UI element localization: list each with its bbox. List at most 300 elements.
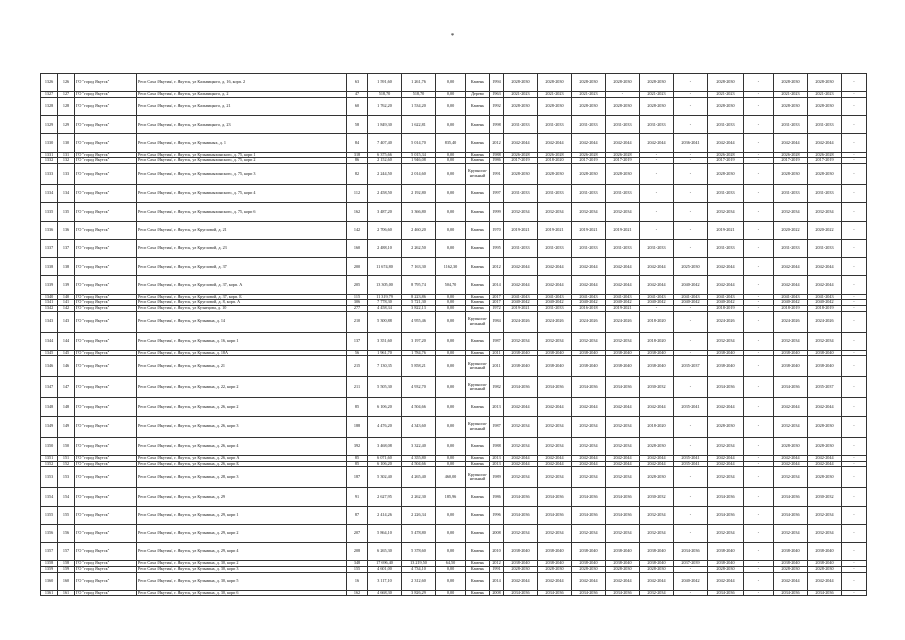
object-id-cell: 134: [58, 184, 75, 202]
work-period-cell: 2042-2044: [640, 276, 674, 294]
work-period-cell: 2032-2034: [774, 332, 808, 350]
work-period-cell: 2032-2034: [538, 416, 572, 437]
address-cell: Респ Саха /Якутия/, г. Якутск, ул Кузьмина, д. 29, корп 1: [137, 506, 347, 524]
work-period-cell: 2034-2036: [606, 488, 640, 506]
work-period-cell: -: [744, 92, 774, 98]
object-id-cell: 153: [58, 467, 75, 488]
object-id-cell: 137: [58, 239, 75, 257]
work-period-cell: -: [744, 152, 774, 158]
work-period-cell: 2019-2021: [504, 305, 538, 311]
wall-material-cell: Камень: [466, 221, 490, 239]
work-period-cell: 2042-2044: [606, 276, 640, 294]
build-year-cell: 1970: [490, 221, 504, 239]
municipality-cell: ГО "город Якутск": [75, 294, 137, 300]
work-period-cell: -: [674, 116, 708, 134]
table-row: [41, 116, 867, 134]
work-period-cell: 2028-2030: [640, 467, 674, 488]
work-period-cell: 2042-2044: [504, 276, 538, 294]
residential-area-cell: 5 015,34: [402, 152, 436, 158]
work-period-cell: 2034-2036: [538, 590, 572, 596]
table-row: [41, 221, 867, 239]
municipality-cell: ГО "город Якутск": [75, 398, 137, 416]
work-period-cell: 2017-2019: [774, 158, 808, 164]
residential-area-cell: 1 946,08: [402, 158, 436, 164]
work-period-cell: 2041-2043: [640, 294, 674, 300]
work-period-cell: 2019-2021: [572, 221, 606, 239]
address-cell: Респ Саха /Якутия/, г. Якутск, ул Кальвицкого, д. 2: [137, 92, 347, 98]
object-id-cell: 155: [58, 506, 75, 524]
table-row: [41, 97, 867, 115]
work-period-cell: -: [744, 561, 774, 567]
work-period-cell: 2038-2040: [538, 561, 572, 567]
residential-area-cell: 7 163,30: [402, 258, 436, 276]
work-period-cell: 2034-2036: [708, 590, 744, 596]
residential-area-cell: 1 622,81: [402, 116, 436, 134]
row-number-cell: 1351: [41, 456, 58, 462]
work-period-cell: 2034-2036: [504, 506, 538, 524]
work-period-cell: 2042-2044: [640, 461, 674, 467]
wall-material-cell: Камень: [466, 332, 490, 350]
residential-area-cell: 5 014,70: [402, 134, 436, 152]
table-row: [41, 134, 867, 152]
residential-area-cell: 1 534,20: [402, 97, 436, 115]
wall-material-cell: Камень: [466, 184, 490, 202]
nonresidential-area-cell: 0,00: [436, 377, 466, 398]
total-area-cell: 2 458,50: [368, 184, 402, 202]
work-period-cell: -: [674, 488, 708, 506]
address-cell: Респ Саха /Якутия/, г. Якутск, ул Кругловой, д. 37: [137, 258, 347, 276]
address-cell: Респ Саха /Якутия/, г. Якутск, ул Кальвицкого, д. 16, корп. 2: [137, 74, 347, 92]
build-year-cell: 2012: [490, 134, 504, 152]
total-area-cell: 5 864,10: [368, 524, 402, 542]
residential-area-cell: 4 343,60: [402, 416, 436, 437]
work-period-cell: 2018-2020: [640, 332, 674, 350]
work-period-cell: 2032-2034: [708, 203, 744, 221]
nonresidential-area-cell: 0,00: [436, 332, 466, 350]
row-number-cell: 1348: [41, 398, 58, 416]
total-area-cell: 1 762,20: [368, 97, 402, 115]
residential-area-cell: 5 378,60: [402, 543, 436, 561]
work-period-cell: 2034-2036: [708, 377, 744, 398]
row-number-cell: 1360: [41, 572, 58, 590]
residential-area-cell: 4 504,66: [402, 461, 436, 467]
residential-area-cell: 2 192,80: [402, 184, 436, 202]
address-cell: Респ Саха /Якутия/, г. Якутск, ул Кузьмина, д. 30, корп 3: [137, 566, 347, 572]
object-id-cell: 156: [58, 524, 75, 542]
wall-material-cell: Камень: [466, 488, 490, 506]
row-number-cell: 1352: [41, 461, 58, 467]
object-id-cell: 152: [58, 461, 75, 467]
work-period-cell: -: [674, 74, 708, 92]
apartments-count-cell: 47: [347, 92, 368, 98]
wall-material-cell: Крупнопа-нельный: [466, 377, 490, 398]
nonresidential-area-cell: 460,00: [436, 467, 466, 488]
work-period-cell: 2035-2041: [674, 398, 708, 416]
residential-area-cell: 2 014,60: [402, 163, 436, 184]
wall-material-cell: Камень: [466, 456, 490, 462]
work-period-cell: 2032-2034: [708, 437, 744, 455]
row-number-cell: 1359: [41, 566, 58, 572]
table-row: [41, 332, 867, 350]
address-cell: Респ Саха /Якутия/, г. Якутск, ул Кузьминыхинского, д. 75, корп 6: [137, 203, 347, 221]
work-period-cell: 2042-2044: [606, 461, 640, 467]
work-period-cell: 2028-2030: [774, 566, 808, 572]
work-period-cell: -: [640, 163, 674, 184]
work-period-cell: -: [842, 416, 867, 437]
work-period-cell: -: [744, 590, 774, 596]
work-period-cell: 2034-2036: [572, 377, 606, 398]
row-number-cell: 1335: [41, 203, 58, 221]
wall-material-cell: Камень: [466, 437, 490, 455]
work-period-cell: 2038-2040: [774, 350, 808, 356]
work-period-cell: 2028-2030: [538, 163, 572, 184]
work-period-cell: 2024-2026: [606, 311, 640, 332]
work-period-cell: 2038-2040: [504, 350, 538, 356]
work-period-cell: 2024-2026: [808, 311, 842, 332]
work-period-cell: 2038-2040: [708, 350, 744, 356]
work-period-cell: 2042-2044: [572, 258, 606, 276]
work-period-cell: -: [842, 488, 867, 506]
work-period-cell: 2021-2023: [774, 92, 808, 98]
nonresidential-area-cell: 0,00: [436, 590, 466, 596]
municipality-cell: ГО "город Якутск": [75, 461, 137, 467]
nonresidential-area-cell: 0,00: [436, 97, 466, 115]
apartments-count-cell: 142: [347, 221, 368, 239]
address-cell: Респ Саха /Якутия/, г. Якутск, ул Кузьминыхинского, д. 75, корп 4: [137, 184, 347, 202]
row-number-cell: 1340: [41, 294, 58, 300]
nonresidential-area-cell: 0,00: [436, 305, 466, 311]
work-period-cell: 2042-2044: [572, 572, 606, 590]
work-period-cell: 2018-2019: [774, 305, 808, 311]
residential-area-cell: 1 261,76: [402, 74, 436, 92]
work-period-cell: 2032-2034: [572, 416, 606, 437]
residential-area-cell: 4 504,66: [402, 398, 436, 416]
work-period-cell: 2031-2033: [538, 184, 572, 202]
nonresidential-area-cell: 0,00: [436, 152, 466, 158]
apartments-count-cell: 162: [347, 203, 368, 221]
work-period-cell: 2024-2026: [708, 311, 744, 332]
total-area-cell: 4 601,00: [368, 566, 402, 572]
work-period-cell: 2031-2033: [606, 116, 640, 134]
work-period-cell: 2028-2030: [640, 437, 674, 455]
address-cell: Респ Саха /Якутия/, г. Якутск, ул Кальвицкого, д. 21: [137, 97, 347, 115]
wall-material-cell: Камень: [466, 506, 490, 524]
work-period-cell: 2042-2044: [640, 456, 674, 462]
address-cell: Респ Саха /Якутия/, г. Якутск, ул Кузьмина, д. 28, корп 3: [137, 467, 347, 488]
work-period-cell: 2017-2019: [708, 158, 744, 164]
work-period-cell: 2028-2030: [572, 163, 606, 184]
work-period-cell: 2032-2034: [504, 332, 538, 350]
work-period-cell: 2042-2044: [708, 456, 744, 462]
work-period-cell: 2042-2044: [538, 572, 572, 590]
work-period-cell: 2021-2023: [538, 92, 572, 98]
municipality-cell: ГО "город Якутск": [75, 561, 137, 567]
address-cell: Респ Саха /Якутия/, г. Якутск, ул Кузьмина, д. 30, корп 2: [137, 561, 347, 567]
municipality-cell: ГО "город Якутск": [75, 543, 137, 561]
address-cell: Респ Саха /Якутия/, г. Якутск, ул Кузьмина, д. 16, корп 1: [137, 332, 347, 350]
work-period-cell: 2038-2040: [504, 561, 538, 567]
work-period-cell: 2042-2044: [606, 398, 640, 416]
apartments-count-cell: 16: [347, 572, 368, 590]
object-id-cell: 144: [58, 332, 75, 350]
build-year-cell: 1982: [490, 377, 504, 398]
nonresidential-area-cell: 0,00: [436, 158, 466, 164]
address-cell: Респ Саха /Якутия/, г. Якутск, ул Кругловой, д. 21: [137, 221, 347, 239]
work-period-cell: 2028-2030: [774, 97, 808, 115]
work-period-cell: 2040-2042: [606, 300, 640, 306]
apartments-count-cell: 306: [347, 300, 368, 306]
wall-material-cell: Камень: [466, 158, 490, 164]
wall-material-cell: Камень: [466, 258, 490, 276]
work-period-cell: -: [674, 566, 708, 572]
work-period-cell: 2024-2026: [572, 311, 606, 332]
municipality-cell: ГО "город Якутск": [75, 590, 137, 596]
work-period-cell: 2038-2040: [640, 350, 674, 356]
work-period-cell: 2034-2036: [538, 488, 572, 506]
work-period-cell: -: [674, 305, 708, 311]
work-period-cell: 2032-2034: [504, 524, 538, 542]
object-id-cell: 128: [58, 97, 75, 115]
work-period-cell: 2034-2036: [606, 377, 640, 398]
work-period-cell: 2042-2044: [774, 456, 808, 462]
object-id-cell: 132: [58, 158, 75, 164]
work-period-cell: -: [674, 239, 708, 257]
row-number-cell: 1334: [41, 184, 58, 202]
apartments-count-cell: 137: [347, 332, 368, 350]
object-id-cell: 149: [58, 416, 75, 437]
municipality-cell: ГО "город Якутск": [75, 163, 137, 184]
work-period-cell: 2028-2030: [708, 97, 744, 115]
total-area-cell: 3 468,08: [368, 437, 402, 455]
municipality-cell: ГО "город Якутск": [75, 332, 137, 350]
work-period-cell: 2031-2033: [708, 239, 744, 257]
work-period-cell: -: [842, 461, 867, 467]
work-period-cell: 2028-2030: [808, 467, 842, 488]
object-id-cell: 126: [58, 74, 75, 92]
object-id-cell: 136: [58, 221, 75, 239]
wall-material-cell: Камень: [466, 116, 490, 134]
build-year-cell: 2017: [490, 294, 504, 300]
build-year-cell: 1989: [490, 467, 504, 488]
work-period-cell: 2021-2023: [640, 92, 674, 98]
total-area-cell: 2 244,50: [368, 163, 402, 184]
work-period-cell: 2032-2034: [774, 524, 808, 542]
municipality-cell: ГО "город Якутск": [75, 258, 137, 276]
work-period-cell: 2028-2030: [606, 566, 640, 572]
row-number-cell: 1346: [41, 356, 58, 377]
residential-area-cell: 5 858,21: [402, 356, 436, 377]
work-period-cell: -: [842, 300, 867, 306]
work-period-cell: 2042-2044: [538, 258, 572, 276]
residential-area-cell: 3 322,40: [402, 437, 436, 455]
work-period-cell: 2028-2030: [808, 416, 842, 437]
work-period-cell: 2041-2043: [674, 294, 708, 300]
row-number-cell: 1350: [41, 437, 58, 455]
work-period-cell: -: [842, 152, 867, 158]
work-period-cell: 2028-2030: [808, 437, 842, 455]
work-period-cell: 2032-2034: [572, 467, 606, 488]
work-period-cell: -: [842, 456, 867, 462]
address-cell: Респ Саха /Якутия/, г. Якутск, ул Кузнецова, д. 10: [137, 305, 347, 311]
object-id-cell: 158: [58, 561, 75, 567]
work-period-cell: 2019-2021: [606, 305, 640, 311]
work-period-cell: 2028-2030: [504, 566, 538, 572]
work-period-cell: 2035-2037: [808, 377, 842, 398]
build-year-cell: 1995: [490, 239, 504, 257]
table-row: [41, 398, 867, 416]
build-year-cell: 2014: [490, 572, 504, 590]
total-area-cell: 5 300,88: [368, 311, 402, 332]
work-period-cell: -: [744, 456, 774, 462]
work-period-cell: 2040-2042: [774, 300, 808, 306]
build-year-cell: 1998: [490, 116, 504, 134]
work-period-cell: 2035-2041: [674, 461, 708, 467]
residential-area-cell: 2 312,60: [402, 572, 436, 590]
work-period-cell: 2032-2034: [708, 524, 744, 542]
municipality-cell: ГО "город Якутск": [75, 134, 137, 152]
row-number-cell: 1357: [41, 543, 58, 561]
object-id-cell: 135: [58, 203, 75, 221]
work-period-cell: 2034-2036: [504, 590, 538, 596]
work-period-cell: -: [674, 221, 708, 239]
work-period-cell: 2031-2033: [538, 305, 572, 311]
address-cell: Респ Саха /Якутия/, г. Якутск, ул Кузьмина, д. 26, корп 2: [137, 398, 347, 416]
apartments-count-cell: 392: [347, 437, 368, 455]
work-period-cell: -: [674, 203, 708, 221]
nonresidential-area-cell: 185,96: [436, 488, 466, 506]
build-year-cell: 2013: [490, 456, 504, 462]
nonresidential-area-cell: 1162,30: [436, 258, 466, 276]
work-period-cell: 2038-2040: [808, 561, 842, 567]
municipality-cell: ГО "город Якутск": [75, 221, 137, 239]
wall-material-cell: Крупнопа-нельный: [466, 356, 490, 377]
work-period-cell: 2026-2028: [504, 152, 538, 158]
row-number-cell: 1347: [41, 377, 58, 398]
work-period-cell: -: [744, 356, 774, 377]
work-period-cell: 2038-2040: [572, 561, 606, 567]
work-period-cell: 2034-2036: [674, 543, 708, 561]
work-period-cell: -: [744, 97, 774, 115]
work-period-cell: 2041-2043: [708, 294, 744, 300]
table-row: [41, 572, 867, 590]
work-period-cell: 2040-2042: [504, 300, 538, 306]
address-cell: Респ Саха /Якутия/, г. Якутск, ул Кузьмина, д. 26, корп Б: [137, 461, 347, 467]
build-year-cell: 2012: [490, 561, 504, 567]
work-period-cell: -: [744, 350, 774, 356]
work-period-cell: 2031-2033: [708, 184, 744, 202]
build-year-cell: 2008: [490, 524, 504, 542]
residential-area-cell: 4 932,70: [402, 377, 436, 398]
wall-material-cell: Камень: [466, 74, 490, 92]
work-period-cell: 2038-2040: [808, 356, 842, 377]
work-period-cell: 2031-2033: [504, 184, 538, 202]
work-period-cell: -: [674, 377, 708, 398]
work-period-cell: 2038-2040: [640, 356, 674, 377]
work-period-cell: 2041-2043: [606, 294, 640, 300]
address-cell: Респ Саха /Якутия/, г. Якутск, ул Кузьмина, д. 26, корп 3: [137, 416, 347, 437]
work-period-cell: 2028-2030: [774, 163, 808, 184]
municipality-cell: ГО "город Якутск": [75, 300, 137, 306]
nonresidential-area-cell: 0,00: [436, 461, 466, 467]
build-year-cell: 1999: [490, 203, 504, 221]
work-period-cell: 2042-2044: [572, 134, 606, 152]
work-period-cell: -: [744, 239, 774, 257]
work-period-cell: 2028-2030: [708, 566, 744, 572]
row-number-cell: 1336: [41, 221, 58, 239]
wall-material-cell: Камень: [466, 461, 490, 467]
work-period-cell: -: [674, 311, 708, 332]
build-year-cell: 1988: [490, 152, 504, 158]
work-period-cell: 2042-2044: [708, 258, 744, 276]
work-period-cell: 2034-2036: [504, 377, 538, 398]
residential-area-cell: 4 955,46: [402, 311, 436, 332]
work-period-cell: -: [842, 356, 867, 377]
nonresidential-area-cell: 0,00: [436, 398, 466, 416]
wall-material-cell: Камень: [466, 566, 490, 572]
table-row: [41, 437, 867, 455]
work-period-cell: 2032-2034: [774, 203, 808, 221]
work-period-cell: 2034-2036: [774, 377, 808, 398]
work-period-cell: 2021-2023: [504, 92, 538, 98]
total-area-cell: 2 414,26: [368, 506, 402, 524]
work-period-cell: 2035-2041: [674, 456, 708, 462]
work-period-cell: 2031-2033: [538, 116, 572, 134]
object-id-cell: 145: [58, 350, 75, 356]
municipality-cell: ГО "город Якутск": [75, 97, 137, 115]
total-area-cell: 2 488,10: [368, 239, 402, 257]
work-period-cell: 2042-2044: [606, 134, 640, 152]
work-period-cell: -: [674, 163, 708, 184]
total-area-cell: 7 407,40: [368, 134, 402, 152]
object-id-cell: 150: [58, 437, 75, 455]
build-year-cell: 1984: [490, 311, 504, 332]
address-cell: Респ Саха /Якутия/, г. Якутск, ул Кузьминыхинского, д. 75, корп 3: [137, 163, 347, 184]
work-period-cell: -: [842, 590, 867, 596]
work-period-cell: -: [842, 398, 867, 416]
build-year-cell: 1997: [490, 184, 504, 202]
work-period-cell: 2032-2034: [504, 416, 538, 437]
apartments-count-cell: 155: [347, 566, 368, 572]
work-period-cell: 2026-2028: [606, 152, 640, 158]
work-period-cell: 2042-2044: [708, 461, 744, 467]
work-period-cell: -: [842, 543, 867, 561]
work-period-cell: 2032-2034: [640, 590, 674, 596]
residential-area-cell: 5 478,80: [402, 524, 436, 542]
work-period-cell: -: [640, 152, 674, 158]
work-period-cell: 2032-2034: [538, 524, 572, 542]
build-year-cell: 1972: [490, 305, 504, 311]
nonresidential-area-cell: 0,00: [436, 116, 466, 134]
nonresidential-area-cell: 0,00: [436, 163, 466, 184]
work-period-cell: 2031-2033: [538, 239, 572, 257]
residential-area-cell: 8 223,86: [402, 294, 436, 300]
work-period-cell: 2032-2034: [808, 506, 842, 524]
work-period-cell: -: [842, 294, 867, 300]
object-id-cell: 143: [58, 311, 75, 332]
work-period-cell: 2035-2037: [674, 356, 708, 377]
work-period-cell: 2032-2034: [606, 203, 640, 221]
municipality-cell: ГО "город Якутск": [75, 572, 137, 590]
work-period-cell: 2028-2030: [640, 566, 674, 572]
work-period-cell: -: [744, 506, 774, 524]
work-period-cell: 2034-2036: [572, 590, 606, 596]
housing-register-table: [40, 73, 867, 596]
work-period-cell: 2034-2036: [708, 488, 744, 506]
table-row: [41, 416, 867, 437]
total-area-cell: 6 375,66: [368, 152, 402, 158]
work-period-cell: -: [744, 116, 774, 134]
work-period-cell: 2040-2042: [708, 300, 744, 306]
